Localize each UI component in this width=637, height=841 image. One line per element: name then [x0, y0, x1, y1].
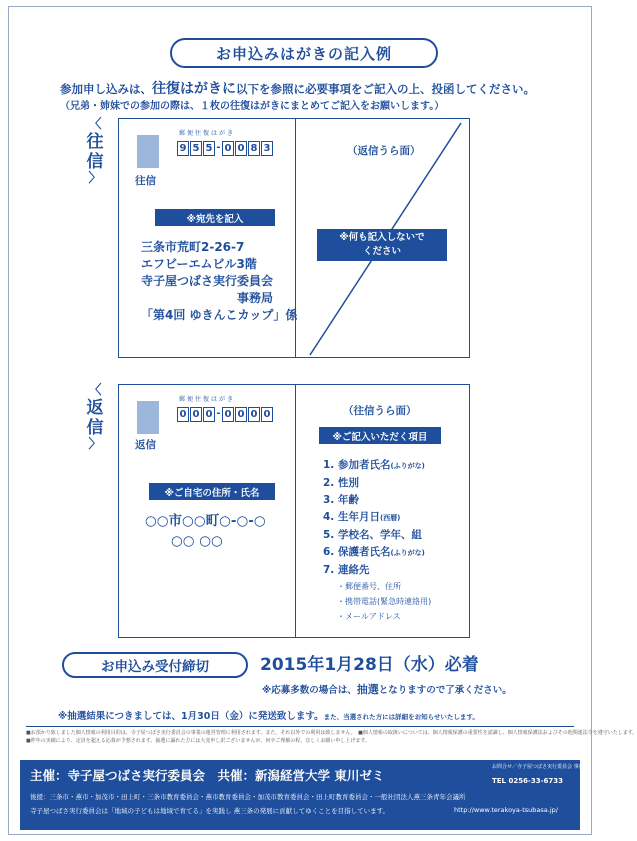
- reverse-side-title: （往信うら面）: [343, 405, 417, 417]
- deadline-date: 2015年1月28日（水）必着: [260, 655, 479, 675]
- list-item: 7. 連絡先: [323, 564, 370, 576]
- contact-subitem: ・郵便番号、住所: [337, 582, 401, 591]
- intro-line-1: 参加申し込みは、往復はがきに以下を参照に必要事項をご記入の上、投函してください。: [60, 81, 535, 97]
- list-item: 3. 年齢: [323, 494, 359, 506]
- items-banner: ※ご記入いただく項目: [319, 427, 441, 444]
- result-notice: ※抽選結果につきましては、1月30日（金）に発送致します。また、当選された方には詳細をお知らせいたします。: [58, 711, 479, 722]
- reverse-side-title: （返信うら面）: [347, 145, 421, 157]
- reply-postcard: [118, 384, 470, 638]
- postal-code-boxes: 0 0 0 - 0 0 0 0: [177, 407, 274, 422]
- stamp-label: 返信: [135, 439, 156, 451]
- list-item: 1. 参加者氏名(ふりがな): [323, 459, 425, 471]
- list-item: 6. 保護者氏名(ふりがな): [323, 546, 425, 558]
- postal-caption: 郵便往復はがき: [179, 396, 236, 403]
- contact-subitem: ・メールアドレス: [337, 612, 401, 621]
- list-item: 2. 性別: [323, 477, 359, 489]
- deadline-label: お申込み受付締切: [62, 652, 248, 678]
- postal-caption: 郵便往復はがき: [179, 130, 236, 137]
- list-item: 5. 学校名、学年、組: [323, 529, 422, 541]
- list-item: 4. 生年月日(西暦): [323, 511, 401, 523]
- address-banner: ※ご自宅の住所・氏名: [149, 483, 275, 500]
- stamp-placeholder: [137, 401, 159, 434]
- card-divider: [295, 385, 296, 637]
- stamp-placeholder: [137, 135, 159, 168]
- contact-subitem: ・携帯電話(緊急時連絡用): [337, 597, 432, 606]
- reply-side-label: 〈 返 信 〉: [86, 383, 104, 452]
- phone-number: TEL 0256-33-6733: [492, 777, 563, 785]
- address-banner: ※宛先を記入: [155, 209, 275, 226]
- contact-caption: お問合せ／寺子屋つばさ実行委員会 事務局: [492, 764, 589, 770]
- recipient-address: 三条市荒町2-26-7 エフビーエムビル3階 寺子屋つばさ実行委員会 事務局 「第4回 ゆきんこカップ」係: [141, 240, 298, 322]
- lottery-note: ※応募多数の場合は、抽選となりますので了承ください。: [262, 683, 512, 696]
- stamp-label: 往信: [135, 175, 156, 187]
- page-title: お申込みはがきの記入例: [170, 38, 438, 68]
- required-items-list: [323, 457, 431, 624]
- sender-address: ○○市○○町○-○-○ ○○ ○○: [145, 513, 266, 549]
- intro-line-2: （兄弟・姉妹での参加の際は、１枚の往復はがきにまとめてご記入をお願いします。）: [60, 101, 445, 112]
- fine-print: ■お預かり致しました個人情報の利用目的は、寺子屋つばさ実行委員会の事業の運営管理に利用されます。また、それ以外での利用は致しません。 ■個人情報の取扱いについては、個人情報保護の重要性を認識し、個人情報保護法およびその他関連法令を遵守いたします。 ■昨年の実績により、定員を超える応募が予想されます。抽選に漏れた方には大変申し訳ございませんが、何卒ご理解の程、宜しくお願い申し上げます。: [26, 726, 574, 745]
- website-link[interactable]: http://www.terakoya-tsubasa.jp/: [454, 806, 558, 814]
- mission-line: 寺子屋つばさ実行委員会は「地域の子どもは地域で育てる」を実践し 燕三条の発展に貢献してゆくことを目指しています。: [30, 807, 390, 815]
- blank-note: ※何も記入しないで ください: [317, 229, 447, 261]
- outbound-side-label: 〈 往 信 〉: [86, 117, 104, 186]
- supporters-line: 後援：三条市・燕市・加茂市・田上町・三条市教育委員会・燕市教育委員会・加茂市教育委員会・田上町教育委員会・一般社団法人燕三条青年会議所: [30, 793, 466, 801]
- outbound-postcard: [118, 118, 470, 358]
- footer-banner: [20, 760, 589, 830]
- organizer-line: 主催：寺子屋つばさ実行委員会 共催：新潟経営大学 東川ゼミ: [30, 768, 385, 783]
- postal-code-boxes: 9 5 5 - 0 0 8 3: [177, 141, 274, 156]
